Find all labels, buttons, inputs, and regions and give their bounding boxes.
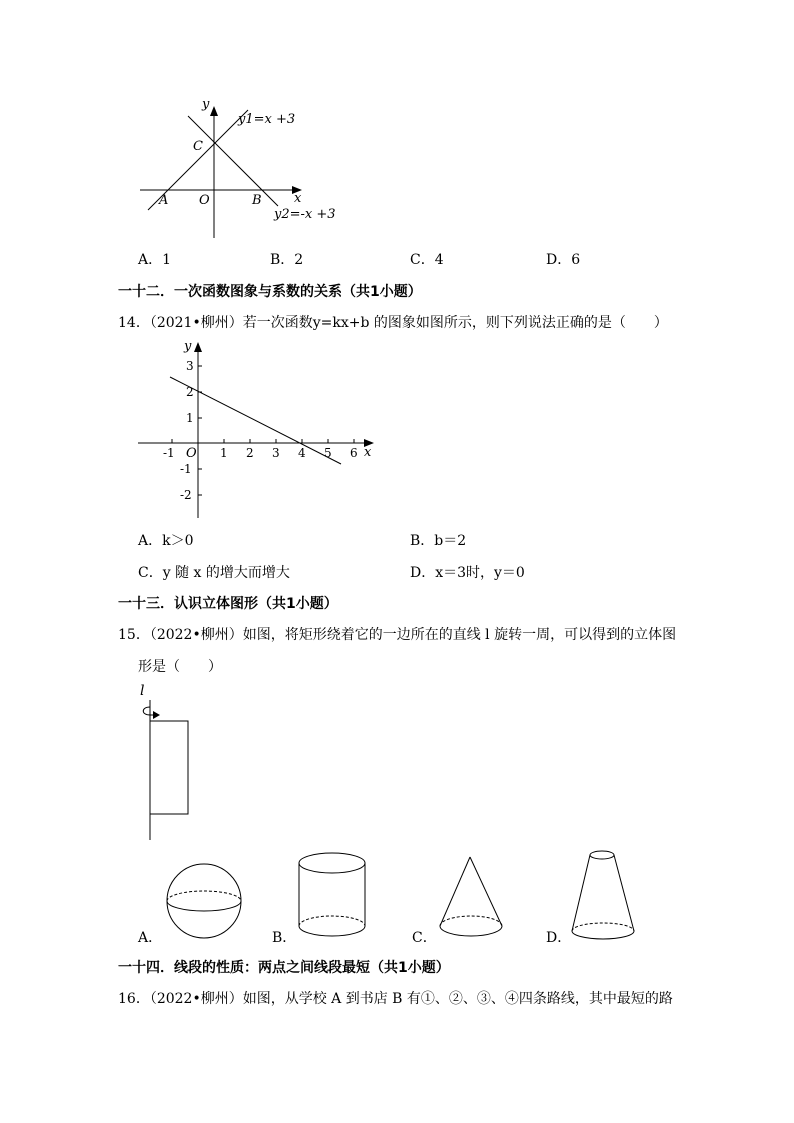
q13-point-c: C: [193, 139, 203, 154]
q15-stem-line1: 15．（2022•柳州）如图，将矩形绕着它的一边所在的直线 l 旋转一周，可以得到的立体图: [118, 627, 677, 643]
q14-choice-d[interactable]: D．x＝3时，y＝0: [410, 565, 525, 581]
q14-x-tick-label: 5: [324, 446, 332, 460]
q14-y-label: y: [184, 339, 192, 354]
q13-y-label: y: [202, 97, 210, 112]
q16-stem: 16．（2022•柳州）如图，从学校 A 到书店 B 有①、②、③、④四条路线，其中最短的路: [118, 991, 673, 1007]
q15-axis-label: l: [140, 683, 145, 699]
q13-choice-c[interactable]: C．4: [410, 252, 444, 268]
q14-y-tick-label: 1: [186, 411, 194, 425]
q14-stem: 14．（2021•柳州）若一次函数y=kx+b 的图象如图所示，则下列说法正确的是（ ）: [118, 315, 668, 331]
q15-choice-c[interactable]: C．: [412, 930, 437, 946]
q14-choice-a[interactable]: A．k＞0: [138, 533, 194, 549]
q15-choice-b[interactable]: B．: [272, 930, 297, 946]
section-13-title: 一十三．认识立体图形（共1小题）: [118, 596, 338, 612]
q14-x-tick-label: -1: [163, 446, 175, 460]
q13-origin-label: O: [199, 193, 210, 208]
q13-choice-b[interactable]: B．2: [270, 252, 304, 268]
q14-origin-label: O: [186, 446, 197, 461]
q14-x-tick-label: 4: [298, 446, 306, 460]
q14-x-tick-label: 2: [246, 446, 254, 460]
q14-choice-b[interactable]: B．b＝2: [410, 533, 467, 549]
q14-choice-c[interactable]: C．y 随 x 的增大而增大: [138, 565, 290, 581]
q14-x-tick-label: 3: [272, 446, 280, 460]
section-12-title: 一十二．一次函数图象与系数的关系（共1小题）: [118, 284, 422, 300]
q13-point-b: B: [252, 193, 262, 208]
q13-choice-d[interactable]: D．6: [546, 252, 581, 268]
q14-y-tick-label: -2: [180, 488, 192, 502]
q14-x-tick-label: 1: [220, 446, 228, 460]
q13-choice-a[interactable]: A．1: [138, 252, 172, 268]
q14-x-tick-label: 6: [350, 446, 358, 460]
q13-line2-label: y2=-x +3: [274, 207, 336, 222]
q15-stem-line2: 形是（ ）: [138, 659, 222, 675]
q14-y-tick-label: 3: [186, 359, 194, 373]
q14-y-tick-label: 2: [186, 385, 194, 399]
q13-line1-label: y1=x +3: [238, 112, 296, 127]
section-14-title: 一十四．线段的性质：两点之间线段最短（共1小题）: [118, 960, 450, 976]
q14-x-label: x: [364, 445, 372, 460]
q15-choice-a[interactable]: A．: [138, 930, 163, 946]
q13-x-label: x: [294, 191, 302, 206]
q13-point-a: A: [159, 193, 169, 208]
q15-choice-d[interactable]: D．: [546, 930, 572, 946]
q14-y-tick-label: -1: [180, 462, 192, 476]
